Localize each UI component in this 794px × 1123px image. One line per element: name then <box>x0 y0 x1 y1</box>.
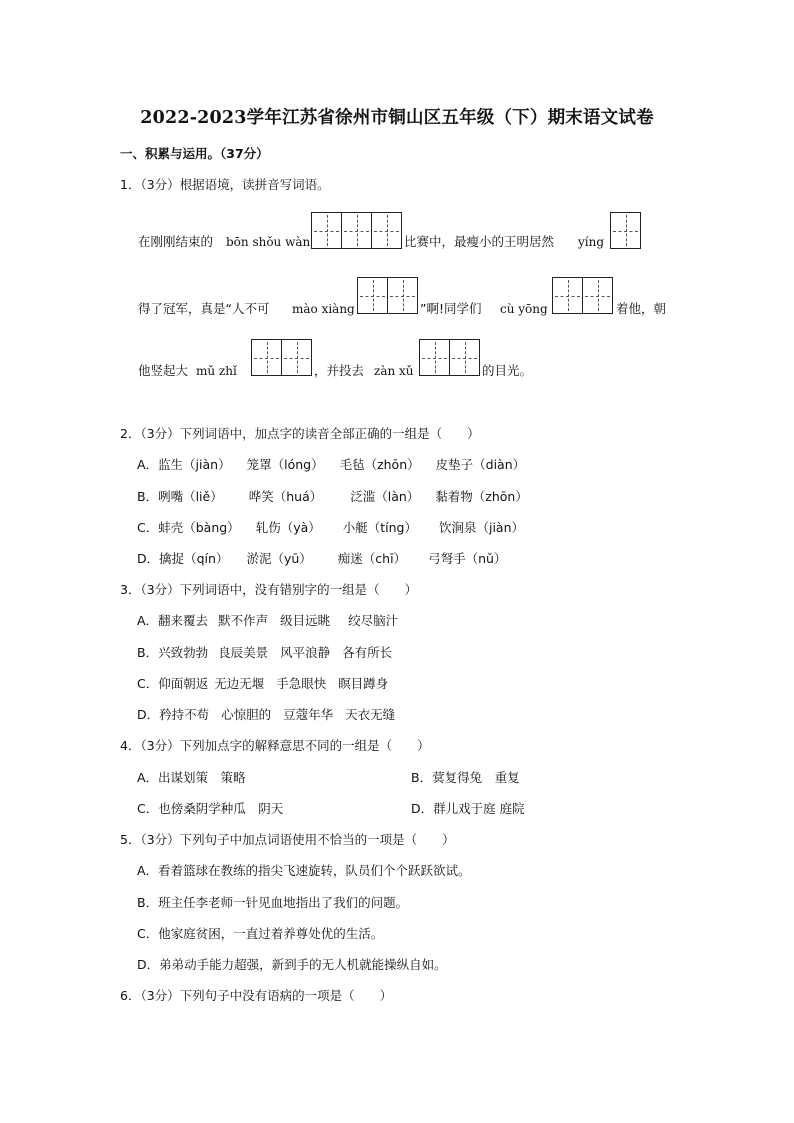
question-4-stem: 4．（3分）下列加点字的解释意思不同的一组是（ ） <box>120 738 430 753</box>
text: ，并投去 <box>314 363 365 378</box>
word: D．擒捉（qín） <box>137 551 229 566</box>
question-1-stem: 1．（3分）根据语境，读拼音写词语。 <box>120 177 330 192</box>
question-5-option-a[interactable]: A．看着篮球在教练的指尖飞速旋转，队员们个个跃跃欲试。 <box>137 863 471 878</box>
char-box[interactable] <box>358 278 388 313</box>
word: 淤泥（yū） <box>246 551 312 566</box>
text: 他竖起大 <box>138 363 189 378</box>
char-box[interactable] <box>553 278 583 313</box>
text: 在刚刚结束的 <box>138 234 214 249</box>
char-box[interactable] <box>583 278 613 313</box>
char-box[interactable] <box>312 213 342 248</box>
word: 笼罩（lóng） <box>246 457 324 472</box>
answer-grid[interactable] <box>610 212 641 249</box>
char-box[interactable] <box>450 340 480 375</box>
word: 各有所长 <box>342 645 393 660</box>
text: 着他，朝 <box>616 301 667 316</box>
word: C．蚌壳（bàng） <box>137 520 240 535</box>
word: A．监生（jiàn） <box>137 457 231 472</box>
word: 无边无堰 <box>214 676 265 691</box>
answer-grid[interactable] <box>357 277 418 314</box>
word: 皮垫子（diàn） <box>435 457 526 472</box>
word: B．咧嘴（liě） <box>137 489 223 504</box>
word: 默不作声 <box>218 613 269 628</box>
word: 瞑目蹲身 <box>338 676 389 691</box>
question-3-option-d[interactable] <box>137 707 395 723</box>
text: ”啊!同学们 <box>420 301 482 316</box>
text: 比赛中，最瘦小的王明居然 <box>404 234 555 249</box>
word: 泛滥（làn） <box>350 489 420 504</box>
char-box[interactable] <box>252 340 282 375</box>
question-1-row-2 <box>138 277 678 317</box>
answer-grid[interactable] <box>251 339 312 376</box>
question-5-option-b[interactable]: B．班主任李老师一针见血地指出了我们的问题。 <box>137 895 409 910</box>
question-2-option-a[interactable] <box>137 457 525 473</box>
question-1-row-1 <box>138 210 678 250</box>
word: 轧伤（yà） <box>255 520 321 535</box>
pinyin: mào xiàng <box>292 302 355 316</box>
word: D．矜持不苟 <box>137 707 210 722</box>
page-title: 2022-2023学年江苏省徐州市铜山区五年级（下）期末语文试卷 <box>140 108 654 128</box>
char-box[interactable] <box>420 340 450 375</box>
char-box[interactable] <box>342 213 372 248</box>
word: 心惊胆的 <box>221 707 272 722</box>
word: 绞尽脑汁 <box>348 613 399 628</box>
answer-grid[interactable] <box>419 339 480 376</box>
word: 小艇（tíng） <box>342 520 417 535</box>
word: 哗笑（huá） <box>248 489 323 504</box>
word: A．翻来覆去 <box>137 613 209 628</box>
word: C．仰面朝返 <box>137 676 209 691</box>
question-3-option-c[interactable] <box>137 676 388 692</box>
question-3-option-b[interactable] <box>137 645 392 661</box>
word: 天衣无缝 <box>345 707 396 722</box>
section-heading: 一、积累与运用。（37分） <box>120 146 269 161</box>
question-4-option-d[interactable]: D．群儿戏于庭 庭院 <box>411 801 525 816</box>
word: 手急眼快 <box>276 676 327 691</box>
question-4-option-a[interactable]: A．出谋划策 策略 <box>137 770 246 785</box>
question-3-stem: 3．（3分）下列词语中，没有错别字的一组是（ ） <box>120 582 418 597</box>
question-5-stem: 5．（3分）下列句子中加点词语使用不恰当的一项是（ ） <box>120 832 455 847</box>
pinyin: zàn xǔ <box>374 364 414 378</box>
word: 饮涧泉（jiàn） <box>438 520 525 535</box>
question-5-option-c[interactable]: C．他家庭贫困，一直过着养尊处优的生活。 <box>137 926 384 941</box>
word: B．兴致勃勃 <box>137 645 209 660</box>
word: 痴迷（chī） <box>337 551 407 566</box>
char-box[interactable] <box>372 213 402 248</box>
char-box[interactable] <box>388 278 418 313</box>
question-2-option-c[interactable] <box>137 520 524 536</box>
word: 豆蔻年华 <box>283 707 334 722</box>
question-2-option-d[interactable] <box>137 551 506 567</box>
answer-grid[interactable] <box>311 212 402 249</box>
question-1-row-3 <box>138 339 678 379</box>
question-4-option-c[interactable]: C．也傍桑阴学种瓜 阴天 <box>137 801 284 816</box>
word: 风平浪静 <box>280 645 331 660</box>
pinyin: cù yōng <box>500 302 548 316</box>
answer-grid[interactable] <box>552 277 613 314</box>
word: 黏着物（zhōn） <box>435 489 528 504</box>
char-box[interactable] <box>282 340 312 375</box>
pinyin: yíng <box>578 235 605 249</box>
question-2-stem: 2．（3分）下列词语中，加点字的读音全部正确的一组是（ ） <box>120 426 480 441</box>
word: 良辰美景 <box>218 645 269 660</box>
question-4-option-b[interactable]: B．蓂复得兔 重复 <box>411 770 520 785</box>
text: 的目光。 <box>482 363 533 378</box>
text: 得了冠军，真是“人不可 <box>138 301 270 316</box>
char-box[interactable] <box>611 213 641 248</box>
word: 级目远眺 <box>280 613 331 628</box>
question-3-option-a[interactable] <box>137 613 398 629</box>
question-2-option-b[interactable] <box>137 489 528 505</box>
pinyin: mǔ zhǐ <box>196 364 237 378</box>
word: 毛毡（zhōn） <box>339 457 420 472</box>
question-5-option-d[interactable]: D．弟弟动手能力超强，新到手的无人机就能操纵自如。 <box>137 957 447 972</box>
pinyin: bōn shǒu wàn <box>226 235 311 249</box>
word: 弓弩手（nǔ） <box>428 551 507 566</box>
question-6-stem: 6．（3分）下列句子中没有语病的一项是（ ） <box>120 988 393 1003</box>
